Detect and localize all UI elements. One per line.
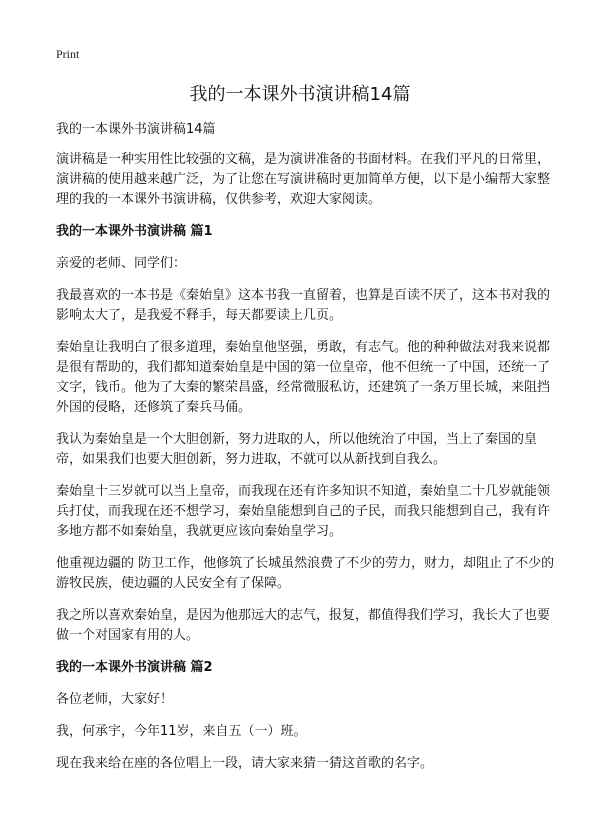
print-label: Print [56, 47, 80, 61]
section-1-paragraph: 我最喜欢的一本书是《秦始皇》这本书我一直留着，也算是百读不厌了，这本书对我的影响太大了，是我爱不释手，每天都要读上几页。 [56, 288, 551, 323]
document-body [56, 120, 556, 786]
section-2-paragraph: 各位老师，大家好！ [56, 692, 174, 707]
section-2-heading: 我的一本课外书演讲稿 篇2 [56, 660, 213, 675]
section-1-paragraph: 我之所以喜欢秦始皇，是因为他那远大的志气，报复，都值得我们学习，我长大了也要做一个对国家有用的人。 [56, 608, 551, 643]
section-2-paragraph: 我，何承宇，今年11岁，来自五（一）班。 [56, 724, 307, 739]
section-1-paragraph: 我认为秦始皇是一个大胆创新，努力进取的人，所以他统治了中国，当上了秦国的皇帝，如果我们也要大胆创新，努力进取，不就可以从新找到自我么。 [56, 432, 538, 467]
section-1-paragraph: 他重视边疆的 防卫工作，他修筑了长城虽然浪费了不少的劳力，财力，却阻止了不少的游牧民族，使边疆的人民安全有了保障。 [56, 556, 555, 591]
section-2-paragraph: 现在我来给在座的各位唱上一段，请大家来猜一猜这首歌的名字。 [56, 756, 434, 771]
document-title: 我的一本课外书演讲稿14篇 [189, 84, 411, 105]
section-1-paragraph: 秦始皇让我明白了很多道理，秦始皇他坚强，勇敢，有志气。他的种种做法对我来说都是很有帮助的，我们都知道秦始皇是中国的第一位皇帝，他不但统一了中国，还统一了文字，钱币。他为了大秦的繁荣昌盛，经常微服私访，还建筑了一条万里长城，来阻挡外国的侵略，还修筑了秦兵马俑。 [56, 340, 551, 415]
intro-subtitle: 我的一本课外书演讲稿14篇 [56, 122, 216, 137]
section-1-greeting: 亲爱的老师、同学们： [56, 256, 187, 271]
section-1-paragraph: 秦始皇十三岁就可以当上皇帝，而我现在还有许多知识不知道，秦始皇二十几岁就能领兵打仗，而我现在还不想学习，秦始皇能想到自己的子民，而我只能想到自己，我有许多地方都不如秦始皇，我就更应该向秦始皇学习。 [56, 484, 551, 539]
section-1-heading: 我的一本课外书演讲稿 篇1 [56, 224, 213, 239]
intro-paragraph: 演讲稿是一种实用性比较强的文稿，是为演讲准备的书面材料。在我们平凡的日常里，演讲稿的使用越来越广泛，为了让您在写演讲稿时更加简单方便，以下是小编帮大家整理的我的一本课外书演讲稿，仅供参考，欢迎大家阅读。 [56, 152, 551, 207]
